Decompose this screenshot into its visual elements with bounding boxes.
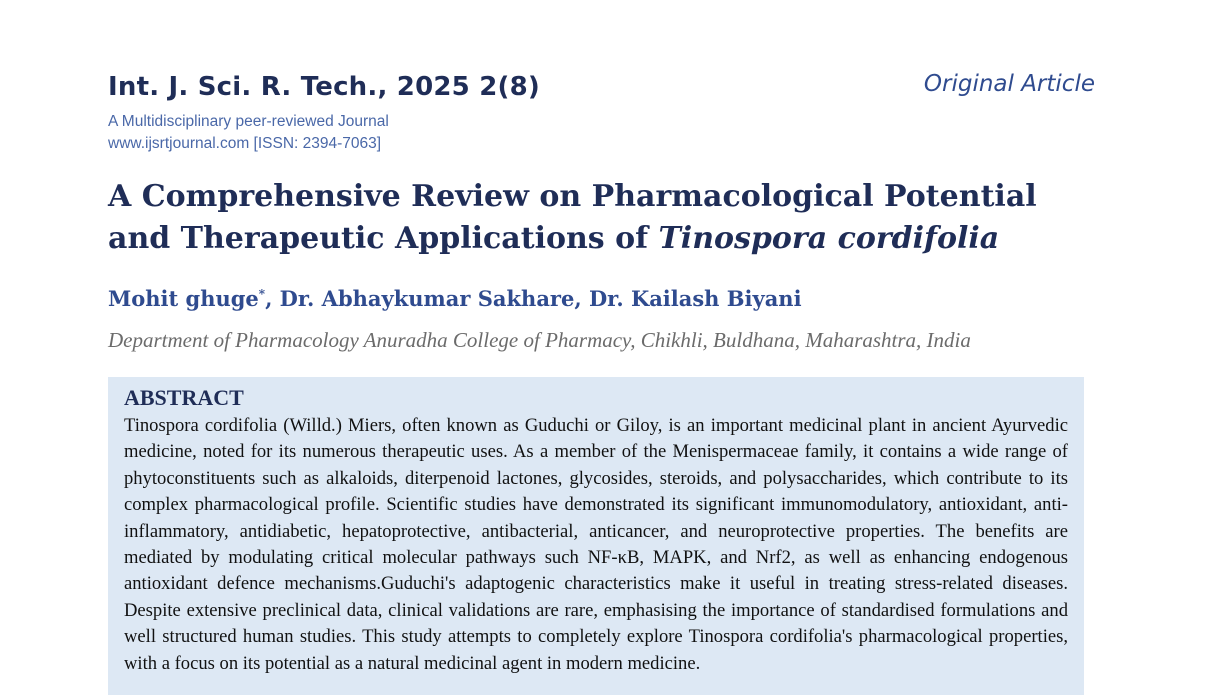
abstract-body: Tinospora cordifolia (Willd.) Miers, often known as Guduchi or Giloy, is an important medicinal plant in ancient Ayurvedic medicine, noted for its numerous therapeutic uses. As a member of the Menispermaceae family, it contains a wide range of phytoconstituents such as alkaloids, diterpenoid lactones, glycosides, steroids, and polysaccharides, which contribute to its complex pharmacological profile. Scientific studies have demonstrated its significant immunomodulatory, antioxidant, anti-inflammatory, antidiabetic, hepatoprotective, antibacterial, anticancer, and neuroprotective properties. The benefits are mediated by modulating critical molecular pathways such NF-κB, MAPK, and Nrf2, as well as enhancing endogenous antioxidant defence mechanisms.Guduchi's adaptogenic characteristics make it useful in treating stress-related diseases. Despite extensive preclinical data, clinical validations are rare, emphasising the importance of standardised formulations and well structured human studies. This study attempts to completely explore Tinospora cordifolia's pharmacological properties, with a focus on its potential as a natural medicinal agent in modern medicine. [124,415,1068,674]
paper-title-species: Tinospora cordifolia [658,221,1000,256]
corresponding-author-mark: * [258,287,266,301]
paper-title [108,176,1088,260]
paper-title-line-2 [108,218,1088,260]
journal-title: Int. J. Sci. R. Tech., 2025 2(8) [108,72,540,102]
journal-subtitle: A Multidisciplinary peer-reviewed Journal [108,113,389,130]
author-others: , Dr. Abhaykumar Sakhare, Dr. Kailash Biyani [265,286,802,311]
author-primary: Mohit ghuge [108,286,259,311]
author-list [108,286,802,311]
abstract-heading: ABSTRACT [124,385,244,410]
journal-url-issn: www.ijsrtjournal.com [ISSN: 2394-7063] [108,135,382,152]
author-affiliation: Department of Pharmacology Anuradha College of Pharmacy, Chikhli, Buldhana, Maharashtra, India [108,328,971,352]
paper-title-line-1: A Comprehensive Review on Pharmacological Potential [108,179,1037,214]
paper-title-line-2-text: and Therapeutic Applications of [108,221,659,256]
article-type-label: Original Article [923,71,1095,97]
abstract-section [108,377,1084,695]
